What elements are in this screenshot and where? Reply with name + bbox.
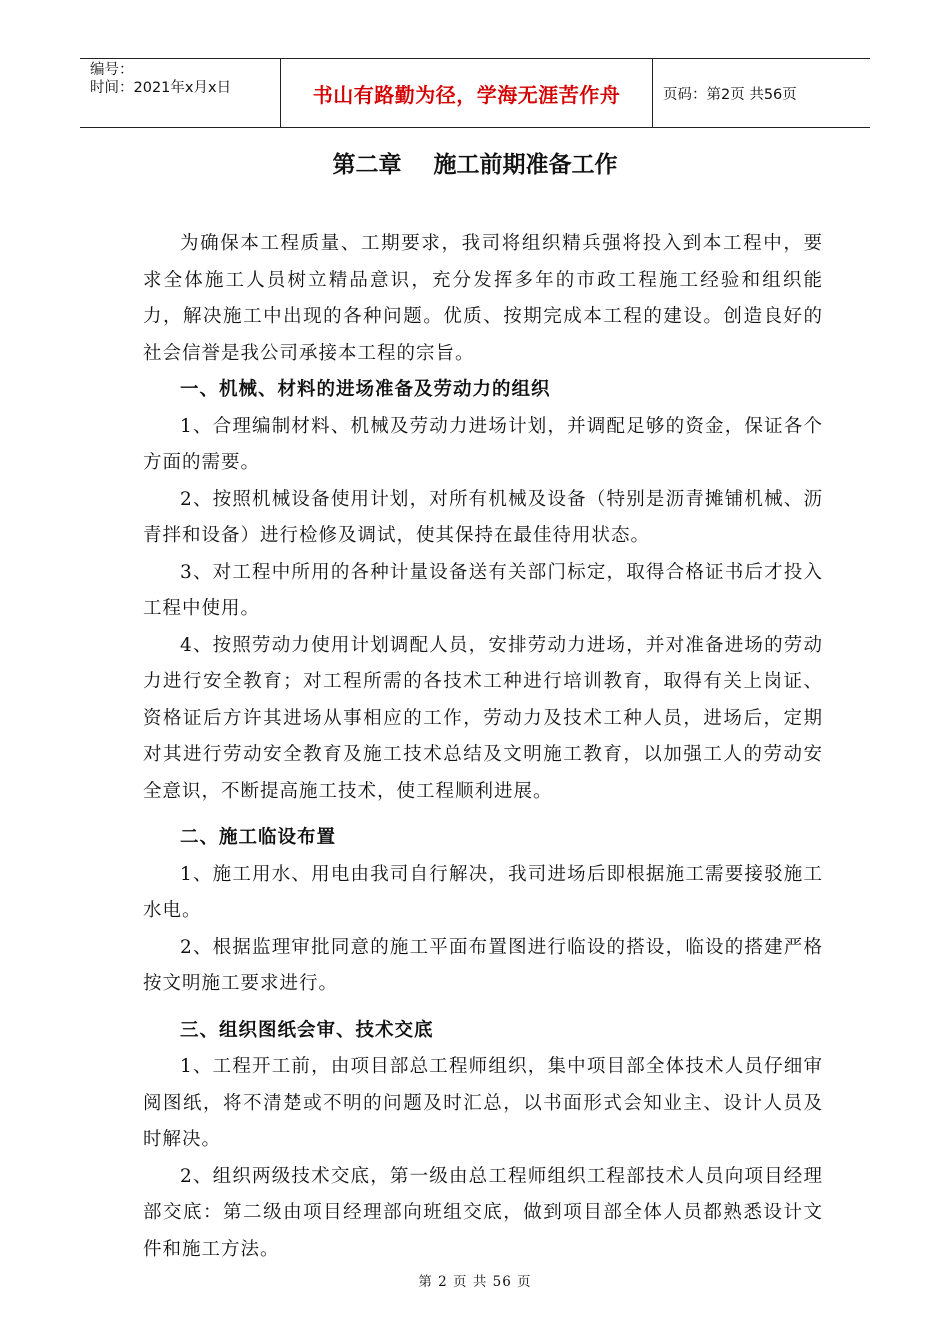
chapter-title: 第二章 施工前期准备工作 <box>332 152 618 178</box>
header-meta <box>80 59 280 127</box>
section-item: 2、根据监理审批同意的施工平面布置图进行临设的搭设，临设的搭建严格按文明施工要求进行。 <box>143 936 823 994</box>
section-item: 3、对工程中所用的各种计量设备送有关部门标定，取得合格证书后才投入工程中使用。 <box>143 561 823 619</box>
section-heading: 三、组织图纸会审、技术交底 <box>180 1019 434 1041</box>
section-heading: 二、施工临设布置 <box>180 827 337 848</box>
page-footer: 第 2 页 共 56 页 <box>418 1274 532 1290</box>
section-item: 4、按照劳动力使用计划调配人员，安排劳动力进场，并对准备进场的劳动力进行安全教育；对工程所需的各技术工种进行培训教育，取得有关上岗证、资格证后方许其进场从事相应的工作，劳动力及技术工种人员，进场后，定期对其进行劳动安全教育及施工技术总结及文明施工教育，以加强工人的劳动安全意识，不断提高施工技术，使工程顺利进展。 <box>143 634 823 802</box>
header-motto: 书山有路勤为径，学海无涯苦作舟 <box>280 59 653 127</box>
section-item: 1、施工用水、用电由我司自行解决，我司进场后即根据施工需要接驳施工水电。 <box>143 863 823 921</box>
section-item: 2、组织两级技术交底，第一级由总工程师组织工程部技术人员向项目经理部交底：第二级由项目经理部向班组交底，做到项目部全体人员都熟悉设计文件和施工方法。 <box>143 1165 823 1260</box>
page-header <box>80 58 870 128</box>
section-heading: 一、机械、材料的进场准备及劳动力的组织 <box>180 379 551 400</box>
intro-paragraph: 为确保本工程质量、工期要求，我司将组织精兵强将投入到本工程中，要求全体施工人员树立精品意识，充分发挥多年的市政工程施工经验和组织能力，解决施工中出现的各种问题。优质、按期完成本工程的建设。创造良好的社会信誉是我公司承接本工程的宗旨。 <box>143 233 823 364</box>
document-body <box>143 226 823 1268</box>
section-item: 1、工程开工前，由项目部总工程师组织，集中项目部全体技术人员仔细审阅图纸，将不清楚或不明的问题及时汇总，以书面形式会知业主、设计人员及时解决。 <box>143 1056 823 1150</box>
header-number-label: 编号： <box>90 62 134 78</box>
section-item: 2、按照机械设备使用计划，对所有机械及设备（特别是沥青摊铺机械、沥青拌和设备）进行检修及调试，使其保持在最佳待用状态。 <box>143 488 823 546</box>
header-time-label: 时间：2021年x月x日 <box>90 80 232 96</box>
section-item: 1、合理编制材料、机械及劳动力进场计划，并调配足够的资金，保证各个方面的需要。 <box>143 415 823 473</box>
header-page-info: 页码：第2页 共56页 <box>663 86 797 103</box>
